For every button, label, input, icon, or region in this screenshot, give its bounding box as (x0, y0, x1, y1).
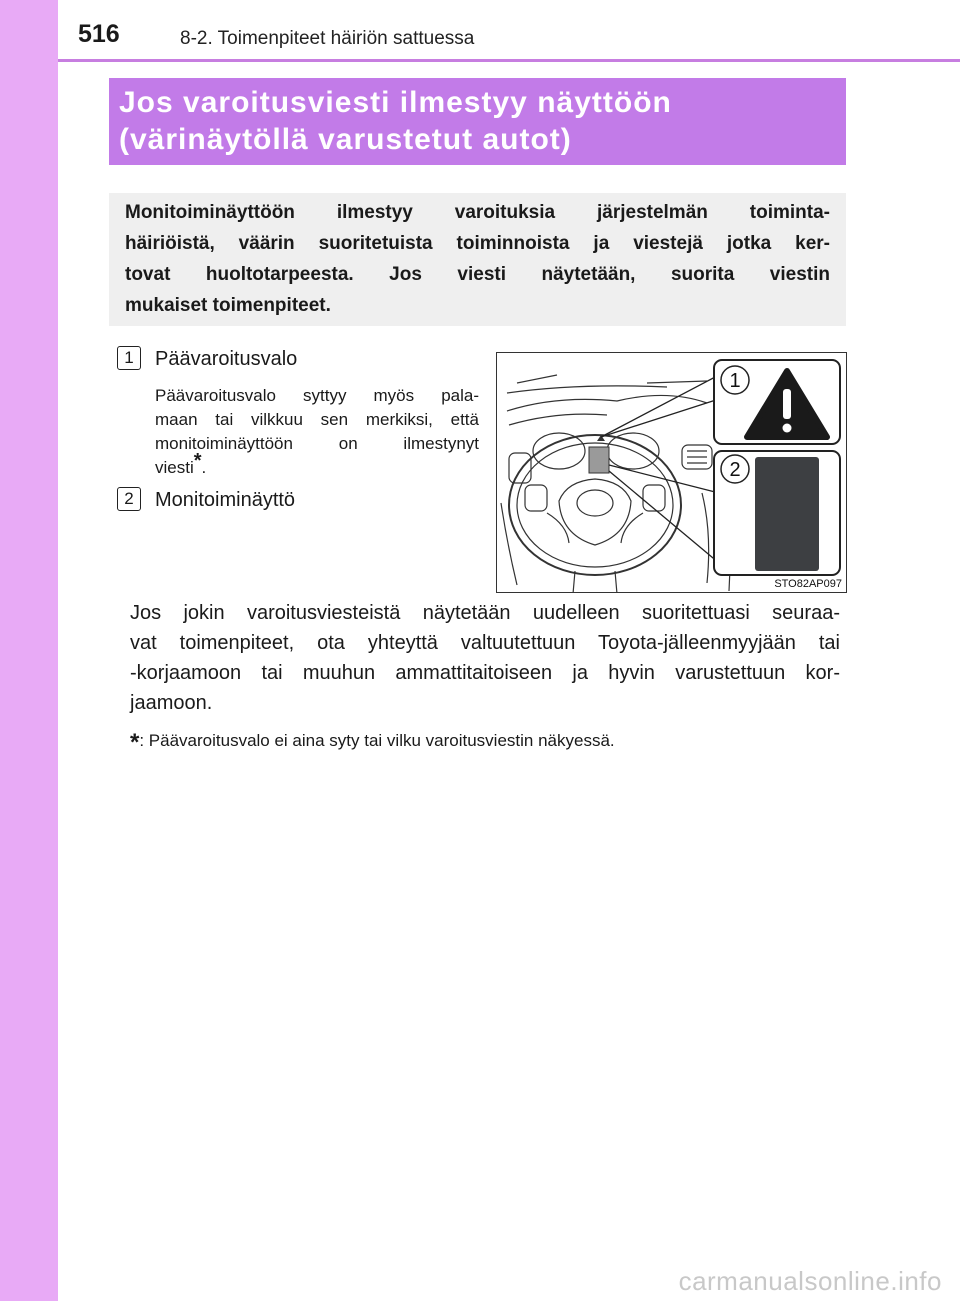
footnote-star-icon: * (193, 450, 202, 472)
header-rule (58, 59, 960, 62)
item-1-description (155, 384, 479, 480)
item-1-title: Päävaroitusvalo (155, 348, 298, 370)
multi-display-screen (755, 457, 819, 571)
page-number: 516 (78, 20, 120, 48)
footnote (130, 725, 615, 756)
item-1-number-badge: 1 (117, 346, 141, 370)
intro-box (109, 193, 846, 326)
figure-code: STO82AP097 (774, 578, 842, 590)
item-1-desc-line-last (155, 450, 479, 480)
item-2-title: Monitoiminäyttö (155, 489, 296, 511)
title-line-2: (värinäytöllä varustetut autot) (119, 123, 572, 156)
callout-number-1: 1 (729, 370, 741, 392)
cluster-display-highlight (589, 447, 609, 473)
dashboard-figure (496, 352, 847, 593)
steering-wheel-illustration (497, 353, 847, 593)
intro-line: Monitoiminäyttöön ilmestyy varoituksia järjestelmän toiminta- (125, 202, 830, 223)
body-paragraph (130, 598, 840, 718)
footnote-star: * (130, 729, 140, 756)
intro-line: häiriöistä, väärin suoritetuista toiminnoista ja viestejä jotka ker- (125, 233, 830, 254)
title-box (109, 78, 846, 165)
title-line-1: Jos varoitusviesti ilmestyy näyttöön (119, 86, 672, 119)
body-line: jaamoon. (130, 692, 213, 714)
item-1-desc-line: Päävaroitusvalo syttyy myös pala- (155, 386, 479, 405)
page-side-bar (0, 0, 58, 1301)
item-1-desc-period: . (201, 458, 207, 477)
item-2-number-badge: 2 (117, 487, 141, 511)
intro-line: mukaiset toimenpiteet. (125, 295, 331, 316)
body-line: -korjaamoon tai muuhun ammattitaitoiseen ja hyvin varustettuun kor- (130, 662, 840, 684)
item-1-desc-line: maan tai vilkkuu sen merkiksi, että (155, 410, 479, 429)
watermark: carmanualsonline.info (678, 1266, 942, 1296)
body-line: vat toimenpiteet, ota yhteyttä valtuutettuun Toyota-jälleenmyyjään tai (130, 632, 840, 654)
section-title: 8-2. Toimenpiteet häiriön sattuessa (180, 28, 475, 49)
callout-number-2: 2 (729, 459, 741, 481)
leader-line-1 (601, 375, 719, 437)
item-1-desc-line: monitoiminäyttöön on ilmestynyt (155, 434, 479, 453)
item-1-desc-text: viesti (155, 458, 194, 477)
intro-line: tovat huoltotarpeesta. Jos viesti näytetään, suorita viestin (125, 264, 830, 285)
body-line: Jos jokin varoitusviesteistä näytetään uudelleen suoritettuasi seuraa- (130, 602, 840, 624)
footnote-text: : Päävaroitusvalo ei aina syty tai vilku varoitusviestin näkyessä. (139, 731, 615, 750)
